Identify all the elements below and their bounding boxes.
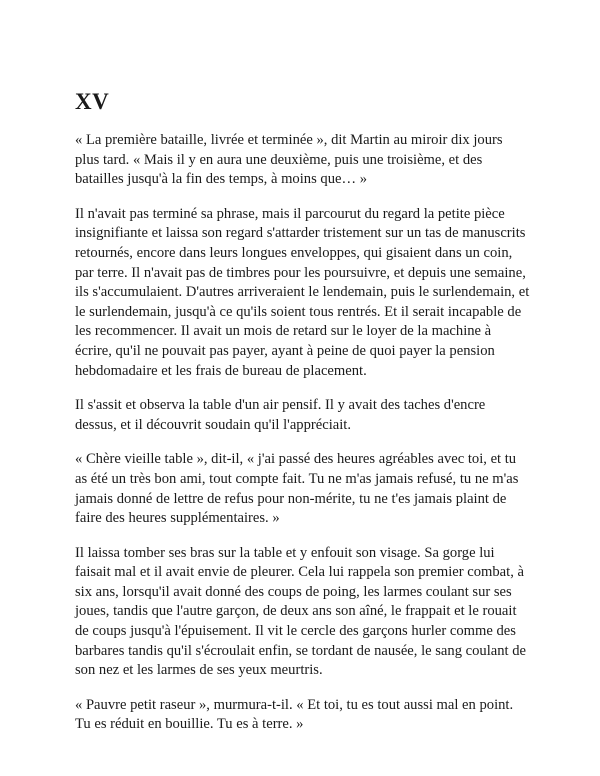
document-page xyxy=(75,88,530,750)
paragraph-4: « Chère vieille table », dit-il, « j'ai passé des heures agréables avec toi, et tu as été un très bon ami, tout compte fait. Tu ne m'as jamais refusé, tu ne m'as jamais donné de lettre de refus pour non-mérite, tu ne t'es jamais plaint de faire des heures supplémentaires. » xyxy=(75,451,519,527)
paragraph-5: Il laissa tomber ses bras sur la table et y enfouit son visage. Sa gorge lui faisait mal et il avait envie de pleurer. Cela lui rappela son premier combat, à six ans, lorsqu'il avait donné des coups de poing, les larmes coulant sur ses joues, tandis que l'autre garçon, de deux ans son aîné, le frappait et le rouait de coups jusqu'à l'épuisement. Il vit le cercle des garçons hurler comme des barbares tandis qu'il s'écroulait enfin, se tordant de nausée, le sang coulant de son nez et les larmes de ses yeux meurtris. xyxy=(75,544,527,679)
paragraph-3: Il s'assit et observa la table d'un air pensif. Il y avait des taches d'encre dessus, et il découvrit soudain qu'il l'appréciait. xyxy=(75,397,486,433)
paragraph-2: Il n'avait pas terminé sa phrase, mais il parcourut du regard la petite pièce insignifiante et laissa son regard s'attarder tristement sur un tas de manuscrits retournés, encore dans leurs longues enveloppes, qui gisaient dans un coin, par terre. Il n'avait pas de timbres pour les poursuivre, et depuis une semaine, ils s'accumulaient. D'autres arriveraient le lendemain, puis le surlendemain, et le surlendemain, jusqu'à ce qu'ils soient tous rentrés. Et il serait incapable de les recommencer. Il avait un mois de retard sur le loyer de la machine à écrire, qu'il ne pouvait pas payer, ayant à peine de quoi payer la pension hebdomadaire et les frais de bureau de placement. xyxy=(75,205,530,379)
paragraph-6: « Pauvre petit raseur », murmura-t-il. « Et toi, tu es tout aussi mal en point. Tu es réduit en bouillie. Tu es à terre. » xyxy=(75,696,514,733)
paragraph-1: « La première bataille, livrée et terminée », dit Martin au miroir dix jours plus tard. « Mais il y en aura une deuxième, puis une troisième, et des batailles jusqu'à la fin des temps, à moins que… » xyxy=(75,132,503,188)
chapter-title: XV xyxy=(75,89,110,114)
